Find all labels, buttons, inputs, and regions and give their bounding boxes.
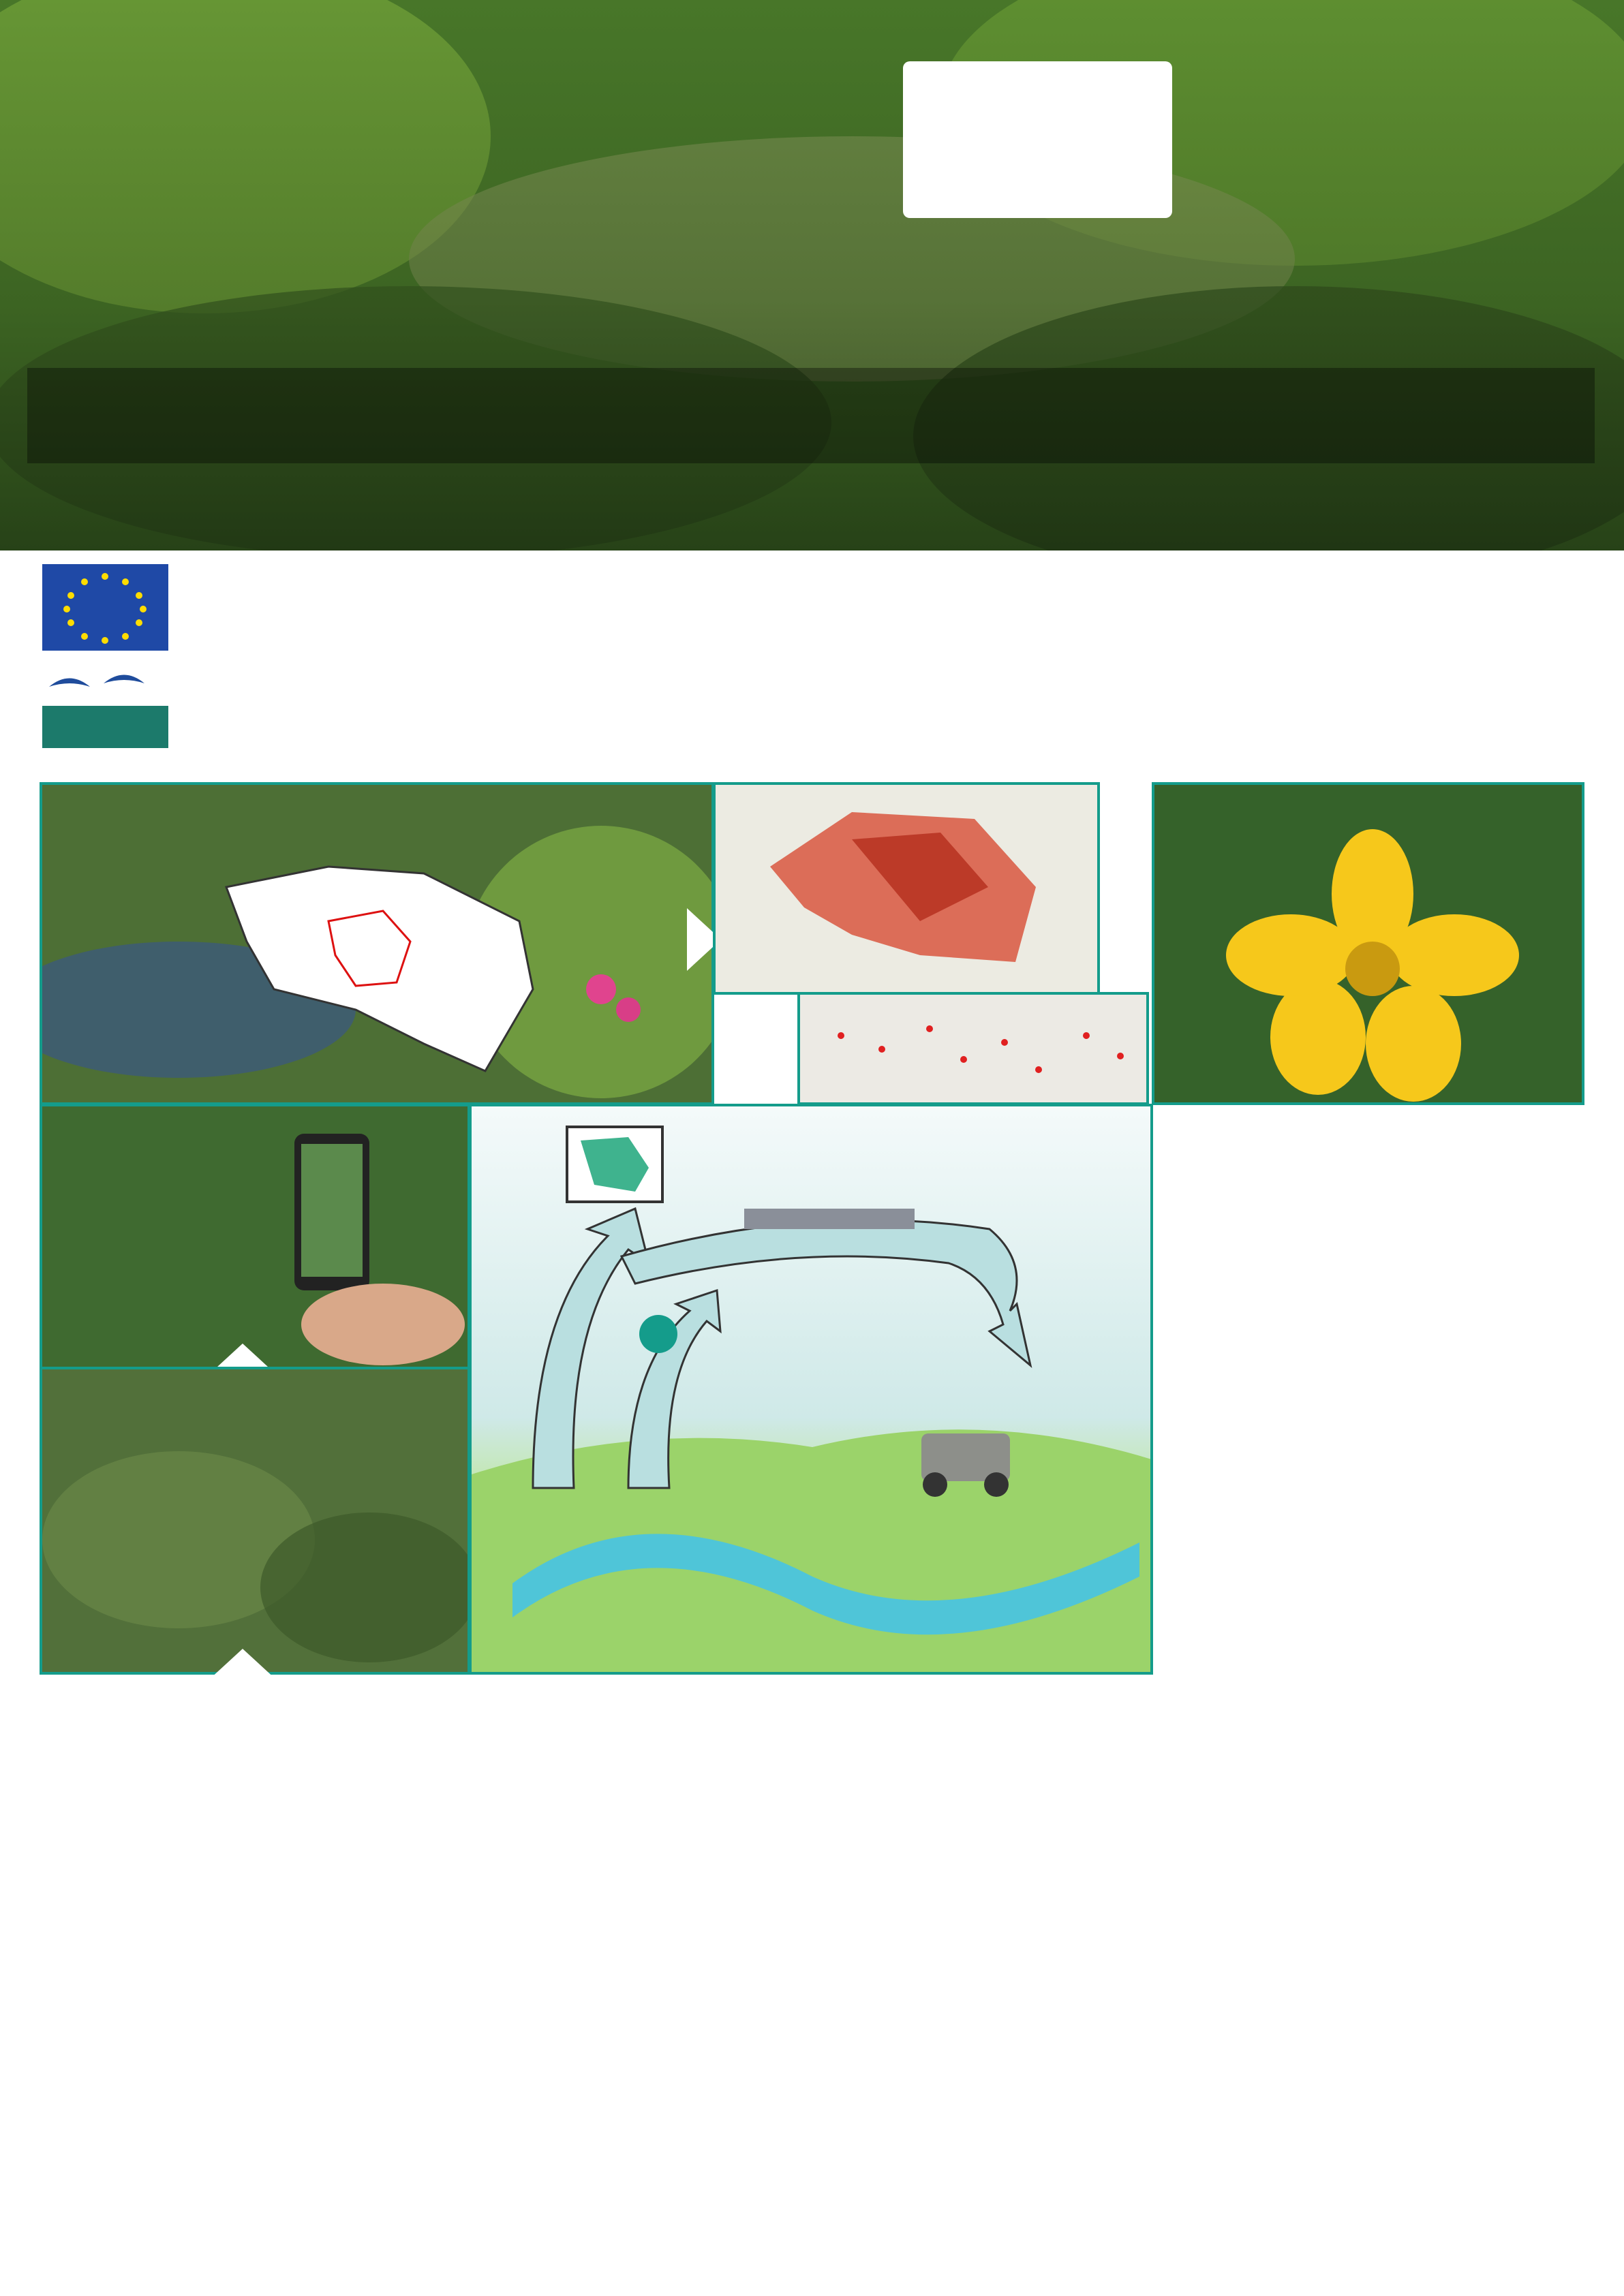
surveillance-photo <box>42 1106 470 1369</box>
early-warning-panel <box>797 992 1149 1105</box>
pilot-area-photo-panel <box>40 782 714 1105</box>
eu-life-logo <box>42 564 168 651</box>
surveillance-panel <box>40 1104 470 1369</box>
natura-2000-logo <box>42 666 168 748</box>
arrow-up-2 <box>209 1649 277 1680</box>
cycle-number-2 <box>639 1315 677 1353</box>
eu-stars-icon <box>42 564 168 651</box>
monitoring-panel <box>40 1367 470 1675</box>
natura-birds-icon <box>42 666 168 748</box>
monitoring-photo <box>42 1369 470 1675</box>
target-species-panel <box>1152 782 1584 1105</box>
logo-ias-box <box>903 61 1172 218</box>
authors-band <box>27 368 1595 463</box>
cycle-illustration <box>472 1106 1153 1675</box>
gbif-heatmap <box>716 785 1100 995</box>
early-warning-map <box>800 995 1149 1105</box>
ludwigia-photo <box>1154 785 1584 1105</box>
cycle-illustration-panel <box>469 1104 1153 1675</box>
river-photo <box>42 785 714 1105</box>
header-banner <box>0 0 1624 550</box>
gbif-map-panel <box>713 782 1100 995</box>
header-veil <box>0 0 1624 550</box>
